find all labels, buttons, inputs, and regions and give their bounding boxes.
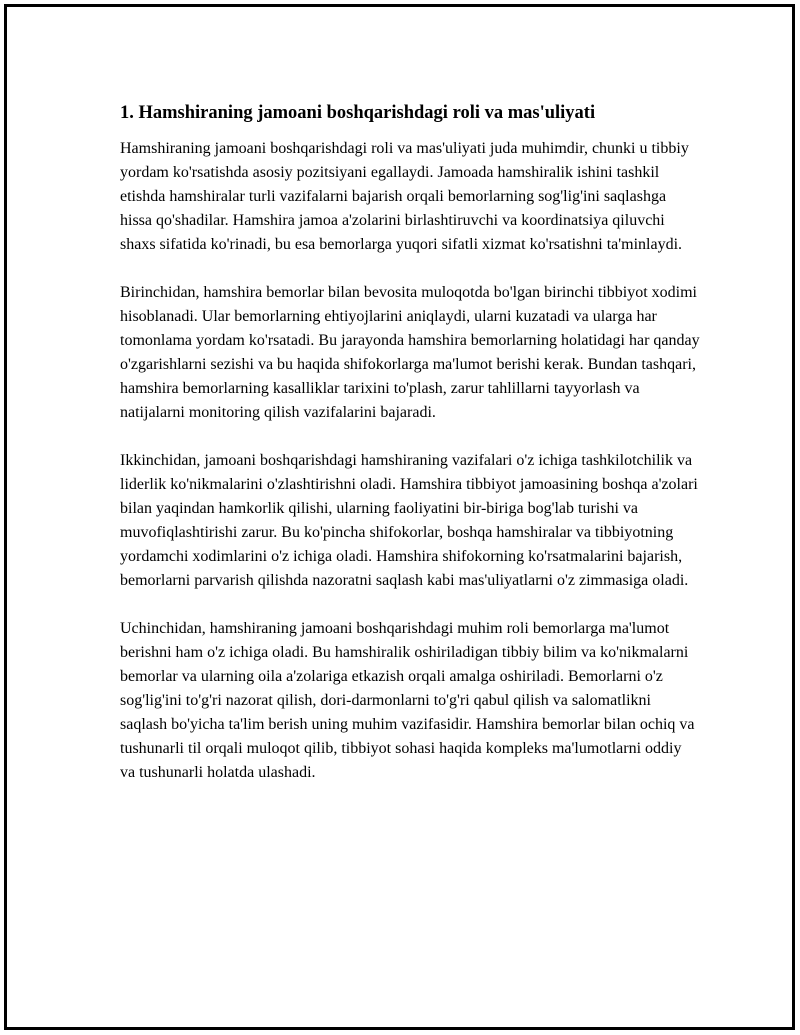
document-body — [120, 101, 700, 809]
paragraph-4: Uchinchidan, hamshiraning jamoani boshqarishdagi muhim roli bemorlarga ma'lumot berishni ham o'z ichiga oladi. Bu hamshiralik oshiriladigan tibbiy bilim va ko'nikmalarni bemorlar va ularning oila a'zolariga etkazish orqali amalga oshiriladi. Bemorlarni o'z sog'lig'ini to'g'ri nazorat qilish, dori-darmonlarni to'g'ri qabul qilish va salomatlikni saqlash bo'yicha ta'lim berish uning muhim vazifasidir. Hamshira bemorlar bilan ochiq va tushunarli til orqali muloqot qilib, tibbiyot sohasi haqida kompleks ma'lumotlarni oddiy va tushunarli holatda ulashadi. — [120, 620, 695, 781]
paragraph-2: Birinchidan, hamshira bemorlar bilan bevosita muloqotda bo'lgan birinchi tibbiyot xodimi hisoblanadi. Ular bemorlarning ehtiyojlarini aniqlaydi, ularni kuzatadi va ularga har tomonlama yordam ko'rsatadi. Bu jarayonda hamshira bemorlarning holatidagi har qanday o'zgarishlarni sezishi va bu haqida shifokorlarga ma'lumot berishi kerak. Bundan tashqari, hamshira bemorlarning kasalliklar tarixini to'plash, zarur tahlillarni tayyorlash va natijalarni monitoring qilish vazifalarini bajaradi. — [120, 284, 700, 421]
document-heading: 1. Hamshiraning jamoani boshqarishdagi roli va mas'uliyati — [120, 103, 596, 123]
paragraph-1: Hamshiraning jamoani boshqarishdagi roli va mas'uliyati juda muhimdir, chunki u tibbiy yordam ko'rsatishda asosiy pozitsiyani egallaydi. Jamoada hamshiralik ishini tashkil etishda hamshiralar turli vazifalarni bajarish orqali bemorlarning sog'lig'ini saqlashga hissa qo'shadilar. Hamshira jamoa a'zolarini birlashtiruvchi va koordinatsiya qiluvchi shaxs sifatida ko'rinadi, bu esa bemorlarga yuqori sifatli xizmat ko'rsatishni ta'minlaydi. — [120, 140, 689, 253]
page-frame — [4, 4, 795, 1030]
paragraph-3: Ikkinchidan, jamoani boshqarishdagi hamshiraning vazifalari o'z ichiga tashkilotchilik va liderlik ko'nikmalarini o'zlashtirishni oladi. Hamshira tibbiyot jamoasining boshqa a'zolari bilan yaqindan hamkorlik qilishi, ularning faoliyatini bir-biriga bog'lab turishi va muvofiqlashtirishi zarur. Bu ko'pincha shifokorlar, boshqa hamshiralar va tibbiyotning yordamchi xodimlarini o'z ichiga oladi. Hamshira shifokorning ko'rsatmalarini bajarish, bemorlarni parvarish qilishda nazoratni saqlash kabi mas'uliyatlarni o'z zimmasiga oladi. — [120, 452, 698, 589]
